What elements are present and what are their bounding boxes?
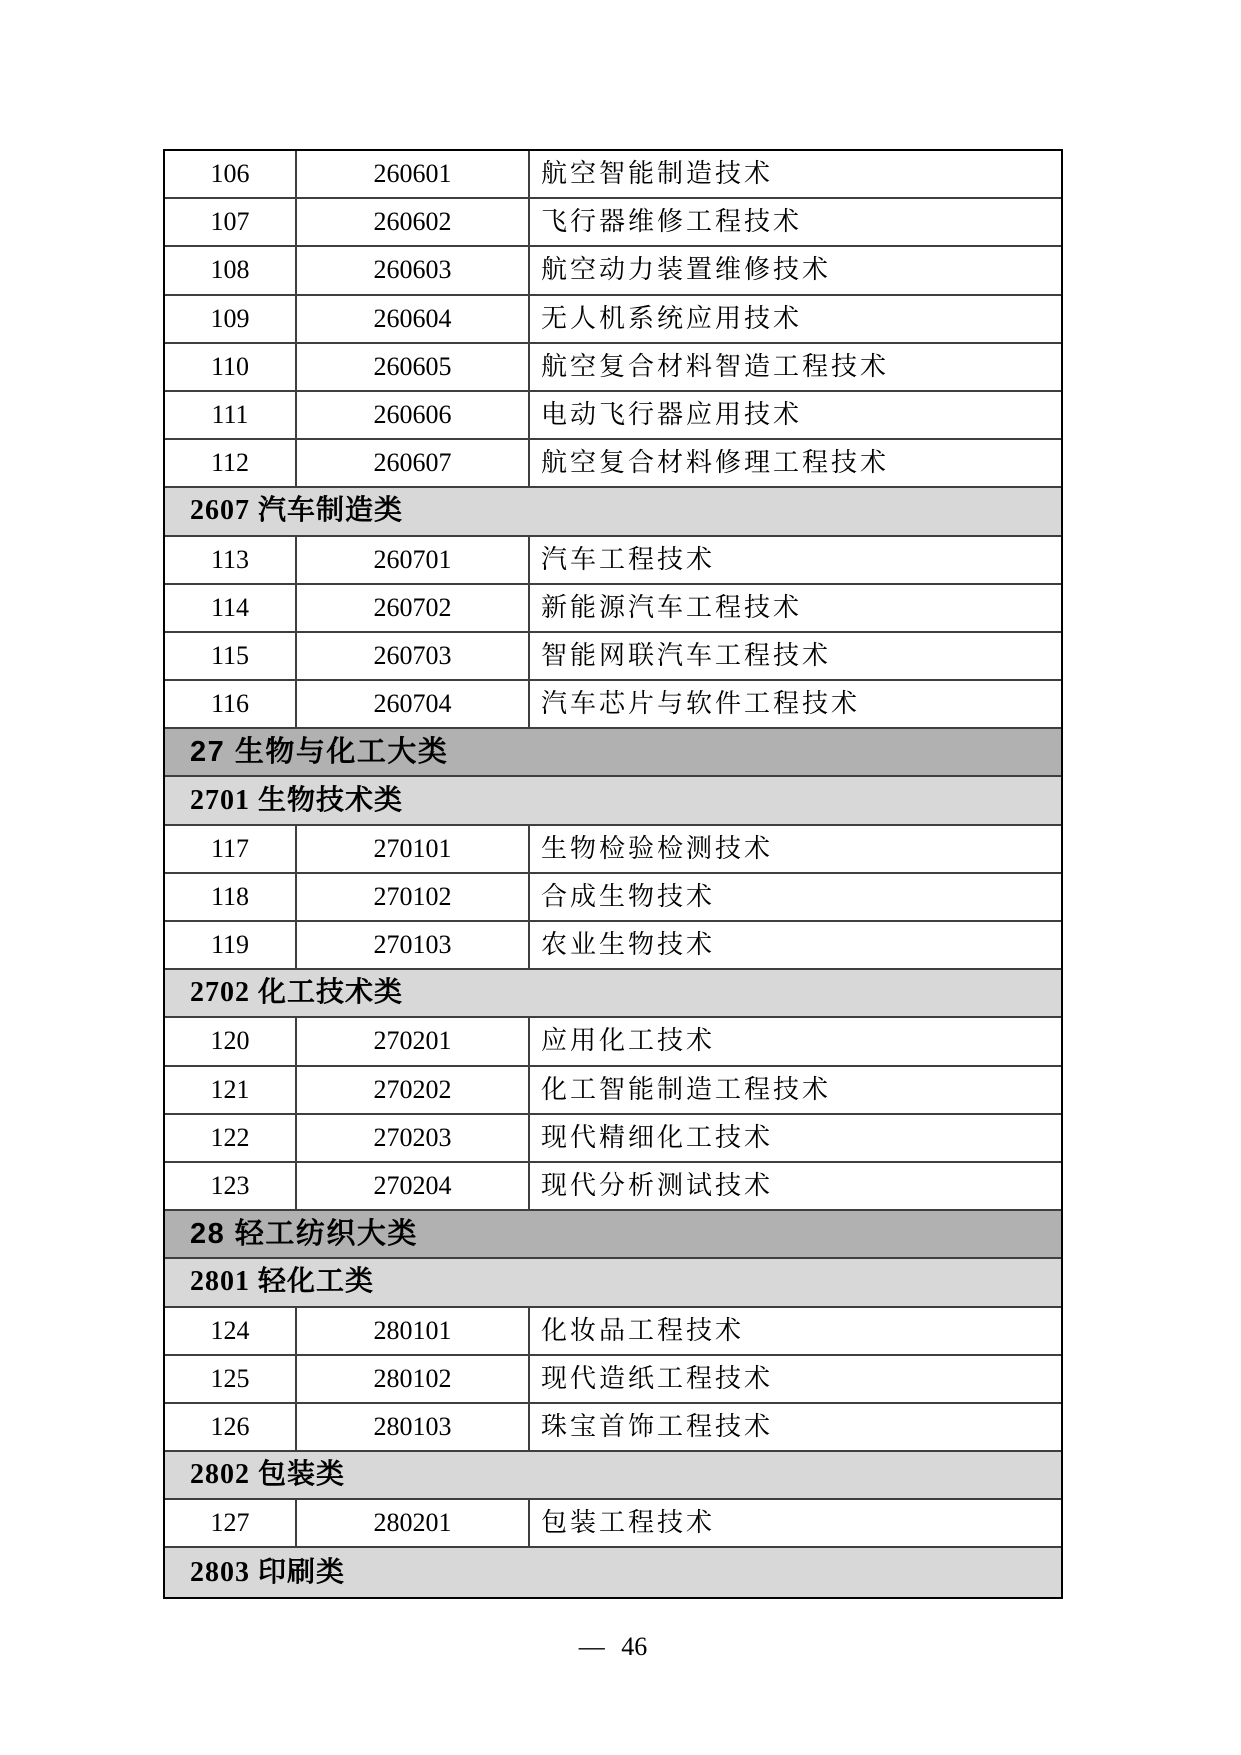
major-name-cell: 化妆品工程技术 (541, 1315, 745, 1345)
row-index-cell: 108 (165, 247, 297, 293)
major-code-cell: 280102 (297, 1356, 530, 1402)
subcategory-header-row (165, 1548, 1061, 1596)
subcategory-header-label: 2801 轻化工类 (165, 1259, 1061, 1305)
major-code-cell: 260606 (297, 392, 530, 438)
major-code-cell: 260603 (297, 247, 530, 293)
category-header-label: 27 生物与化工大类 (165, 729, 1061, 775)
major-name-cell: 航空动力装置维修技术 (541, 255, 832, 285)
major-name-cell: 智能网联汽车工程技术 (541, 640, 832, 670)
major-name-cell: 应用化工技术 (541, 1026, 716, 1056)
major-code-cell: 260702 (297, 585, 530, 631)
row-index-cell: 106 (165, 151, 297, 197)
major-name-cell: 飞行器维修工程技术 (541, 207, 803, 237)
table-row (165, 633, 1061, 681)
table-row (165, 1018, 1061, 1066)
row-index-cell: 109 (165, 296, 297, 342)
major-code-cell: 280103 (297, 1404, 530, 1450)
row-index-cell: 124 (165, 1308, 297, 1354)
major-name-cell: 现代精细化工技术 (541, 1122, 774, 1152)
major-name-cell: 汽车工程技术 (541, 544, 716, 574)
page-number: — 46 (578, 1632, 648, 1661)
subcategory-header-row (165, 970, 1061, 1018)
table-row (165, 1404, 1061, 1452)
row-index-cell: 110 (165, 344, 297, 390)
row-index-cell: 117 (165, 826, 297, 872)
row-index-cell: 111 (165, 392, 297, 438)
subcategory-header-row (165, 1259, 1061, 1307)
row-index-cell: 127 (165, 1500, 297, 1546)
row-index-cell: 116 (165, 681, 297, 727)
major-code-cell: 260601 (297, 151, 530, 197)
major-name-cell: 无人机系统应用技术 (541, 303, 803, 333)
major-name-cell: 航空智能制造技术 (541, 159, 774, 189)
subcategory-header-label: 2802 包装类 (165, 1452, 1061, 1498)
table-row (165, 1163, 1061, 1211)
row-index-cell: 118 (165, 874, 297, 920)
row-index-cell: 120 (165, 1018, 297, 1064)
major-code-cell: 270201 (297, 1018, 530, 1064)
table-row (165, 344, 1061, 392)
table-row (165, 874, 1061, 922)
table-row (165, 1356, 1061, 1404)
row-index-cell: 113 (165, 537, 297, 583)
major-name-cell: 化工智能制造工程技术 (541, 1074, 832, 1104)
major-code-cell: 270102 (297, 874, 530, 920)
table-row (165, 585, 1061, 633)
major-code-cell: 270202 (297, 1067, 530, 1113)
row-index-cell: 126 (165, 1404, 297, 1450)
major-code-cell: 260607 (297, 440, 530, 486)
major-code-cell: 270103 (297, 922, 530, 968)
subcategory-header-label: 2803 印刷类 (165, 1548, 1061, 1596)
table-row (165, 247, 1061, 295)
major-name-cell: 珠宝首饰工程技术 (541, 1411, 774, 1441)
major-name-cell: 航空复合材料智造工程技术 (541, 351, 890, 381)
category-header-row (165, 729, 1061, 777)
subcategory-header-label: 2702 化工技术类 (165, 970, 1061, 1016)
subcategory-header-row (165, 777, 1061, 825)
table-row (165, 392, 1061, 440)
major-name-cell: 新能源汽车工程技术 (541, 592, 803, 622)
major-name-cell: 汽车芯片与软件工程技术 (541, 689, 861, 719)
major-code-cell: 270204 (297, 1163, 530, 1209)
category-header-row (165, 1211, 1061, 1259)
row-index-cell: 122 (165, 1115, 297, 1161)
major-code-cell: 260602 (297, 199, 530, 245)
row-index-cell: 107 (165, 199, 297, 245)
major-name-cell: 航空复合材料修理工程技术 (541, 448, 890, 478)
major-code-cell: 260604 (297, 296, 530, 342)
table-row (165, 199, 1061, 247)
major-code-cell: 280101 (297, 1308, 530, 1354)
subcategory-header-row (165, 1452, 1061, 1500)
table-row (165, 1115, 1061, 1163)
table-row (165, 681, 1061, 729)
table-row (165, 1067, 1061, 1115)
category-header-label: 28 轻工纺织大类 (165, 1211, 1061, 1257)
row-index-cell: 125 (165, 1356, 297, 1402)
major-code-cell: 270203 (297, 1115, 530, 1161)
program-table (163, 149, 1063, 1599)
table-row (165, 1500, 1061, 1548)
table-row (165, 1308, 1061, 1356)
subcategory-header-label: 2607 汽车制造类 (165, 488, 1061, 534)
row-index-cell: 114 (165, 585, 297, 631)
major-code-cell: 280201 (297, 1500, 530, 1546)
major-code-cell: 270101 (297, 826, 530, 872)
major-name-cell: 生物检验检测技术 (541, 833, 774, 863)
major-name-cell: 现代分析测试技术 (541, 1171, 774, 1201)
row-index-cell: 123 (165, 1163, 297, 1209)
table-row (165, 826, 1061, 874)
table-row (165, 537, 1061, 585)
row-index-cell: 112 (165, 440, 297, 486)
subcategory-header-label: 2701 生物技术类 (165, 777, 1061, 823)
row-index-cell: 119 (165, 922, 297, 968)
major-name-cell: 包装工程技术 (541, 1508, 716, 1538)
row-index-cell: 115 (165, 633, 297, 679)
major-name-cell: 电动飞行器应用技术 (541, 400, 803, 430)
row-index-cell: 121 (165, 1067, 297, 1113)
major-name-cell: 现代造纸工程技术 (541, 1363, 774, 1393)
table-row (165, 440, 1061, 488)
table-row (165, 922, 1061, 970)
major-code-cell: 260605 (297, 344, 530, 390)
table-row (165, 151, 1061, 199)
table-row (165, 296, 1061, 344)
subcategory-header-row (165, 488, 1061, 536)
major-code-cell: 260703 (297, 633, 530, 679)
major-name-cell: 农业生物技术 (541, 930, 716, 960)
major-code-cell: 260701 (297, 537, 530, 583)
major-name-cell: 合成生物技术 (541, 881, 716, 911)
major-code-cell: 260704 (297, 681, 530, 727)
